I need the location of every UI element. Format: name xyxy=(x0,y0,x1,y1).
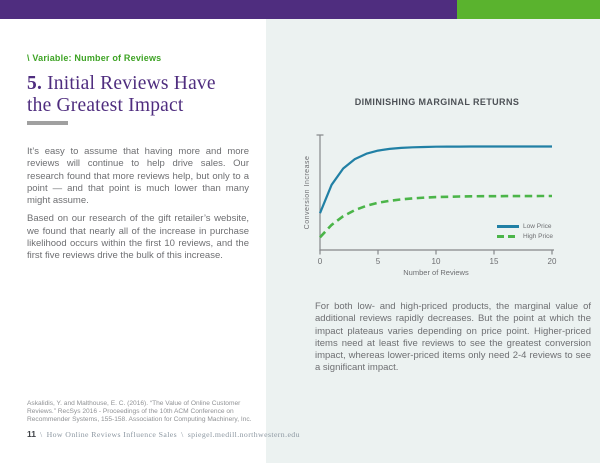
footer-report-title: How Online Reviews Influence Sales xyxy=(46,430,178,439)
title-divider xyxy=(27,121,68,125)
citation-line-2: Reviews.” RecSys 2016 - Proceedings of the 10th ACM Conference on xyxy=(27,408,234,416)
body-paragraph-1: It’s easy to assume that having more and more reviews will continue to help drive sales. Our research found that more reviews help, but only to a point — and that point is much lower than many might assume. xyxy=(27,146,249,207)
chart-title: DIMINISHING MARGINAL RETURNS xyxy=(354,97,520,107)
body-paragraph-2: Based on our research of the gift retailer’s website, we found that nearly all of the increase in purchase likelihood occurs within the first 10 reviews, and the first five reviews drive the bulk of this increase. xyxy=(27,213,249,262)
low-price-curve xyxy=(320,147,552,214)
x-axis-label: Number of Reviews xyxy=(403,268,469,277)
page-footer xyxy=(27,429,300,439)
citation-line-3: Recommender Systems, 155-158. Association for Computing Machinery, Inc. xyxy=(27,416,252,424)
x-tick-label: 0 xyxy=(317,257,323,266)
footer-separator-1: \ xyxy=(40,430,43,439)
top-bar-green-segment xyxy=(457,0,600,19)
x-tick-label: 15 xyxy=(489,257,499,266)
page-title-line1 xyxy=(27,73,237,95)
legend-item-high-price xyxy=(497,231,553,241)
footer-url: spiegel.medill.northwestern.edu xyxy=(187,430,300,439)
chart-caption: For both low- and high-priced products, the marginal value of additional reviews rapidly decreases. But the point at which the impact plateaus varies depending on price point. Higher-priced items need at least five reviews to see the greatest conversion impact, whereas lower-priced items only need 2-4 reviews to see a significant impact. xyxy=(315,301,591,374)
page-title-line1-text: Initial Reviews Have xyxy=(47,73,216,94)
chart-legend xyxy=(497,221,553,241)
top-bar-purple-segment xyxy=(0,0,457,19)
high-price-line-swatch xyxy=(497,235,519,238)
x-tick-label: 10 xyxy=(431,257,441,266)
legend-label-low-price: Low Price xyxy=(523,222,552,230)
page-number: 11 xyxy=(27,429,36,439)
page-title xyxy=(27,73,237,117)
citation-line-1: Askalidis, Y. and Malthouse, E. C. (2016). “The Value of Online Customer xyxy=(27,400,241,407)
low-price-line-swatch xyxy=(497,225,519,228)
body-text xyxy=(27,146,249,269)
legend-label-high-price: High Price xyxy=(523,232,553,240)
chart-plot xyxy=(295,125,585,285)
section-number: 5. xyxy=(27,73,43,94)
citation xyxy=(27,400,263,425)
x-tick-label: 5 xyxy=(375,257,381,266)
page-title-line2: the Greatest Impact xyxy=(27,95,184,116)
x-tick-label: 20 xyxy=(547,257,557,266)
variable-eyebrow-label: \ Variable: Number of Reviews xyxy=(27,53,162,63)
y-axis-label: Conversion Increase xyxy=(304,155,311,230)
legend-item-low-price xyxy=(497,221,553,231)
footer-separator-2: \ xyxy=(181,430,184,439)
